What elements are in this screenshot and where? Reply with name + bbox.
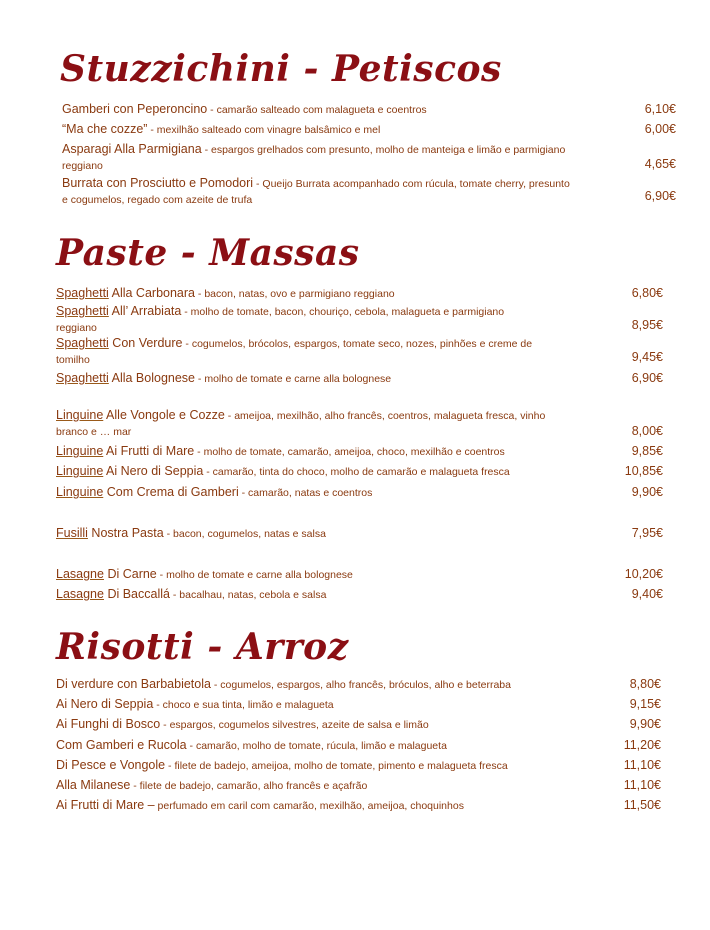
menu-item-price: 10,85€	[624, 464, 663, 478]
menu-item-price: 7,95€	[631, 526, 663, 540]
menu-item-price: 11,20€	[623, 738, 661, 752]
menu-item-price: 10,20€	[624, 567, 663, 581]
menu-item-name-desc: Burrata con Prosciutto e Pomodori - Queijo Burrata acompanhado com rúcula, tomate cherry, presunto e cogumelos, regado com azeite de trufa	[62, 176, 570, 206]
menu-item-price: 9,45€	[631, 350, 663, 364]
menu-item-price: 9,90€	[631, 485, 663, 499]
menu-item-price: 11,10€	[623, 758, 661, 772]
menu-item-name-desc: Spaghetti Alla Carbonara - bacon, natas, ovo e parmigiano reggiano	[56, 286, 395, 300]
menu-item-price: 6,80€	[631, 286, 663, 300]
menu-item-name-desc: Lasagne Di Carne - molho de tomate e carne alla bolognese	[56, 567, 353, 581]
menu-item-name-desc: Com Gamberi e Rucola - camarão, molho de tomate, rúcula, limão e malagueta	[56, 738, 447, 752]
menu-item-name-desc: Fusilli Nostra Pasta - bacon, cogumelos, natas e salsa	[56, 526, 326, 540]
menu-item-price: 11,50€	[623, 798, 661, 812]
menu-item-name-desc: Lasagne Di Baccallá - bacalhau, natas, cebola e salsa	[56, 587, 327, 601]
menu-item-price: 6,90€	[631, 371, 663, 385]
menu-item-price: 6,90€	[644, 189, 676, 203]
menu-item-name-desc: Gamberi con Peperoncino - camarão salteado com malagueta e coentros	[62, 102, 427, 116]
menu-item-price: 11,10€	[623, 778, 661, 792]
menu-item-price: 9,90€	[629, 717, 661, 731]
menu-item-name-desc: Di verdure con Barbabietola - cogumelos, espargos, alho francês, bróculos, alho e beterraba	[56, 677, 511, 691]
menu-item-name-desc: Linguine Alle Vongole e Cozze - ameijoa, mexilhão, alho francês, coentros, malagueta fresca, vinho branco e … mar	[56, 408, 546, 438]
menu-item-name-desc: “Ma che cozze” - mexilhão salteado com vinagre balsâmico e mel	[62, 122, 381, 136]
menu-item-name-desc: Ai Nero di Seppia - choco e sua tinta, limão e malagueta	[56, 697, 334, 711]
menu-item-name-desc: Linguine Ai Nero di Seppia - camarão, tinta do choco, molho de camarão e malagueta fresca	[56, 464, 510, 478]
menu-item-name-desc: Linguine Ai Frutti di Mare - molho de tomate, camarão, ameijoa, choco, mexilhão e coentros	[56, 444, 505, 458]
menu-item-price: 8,95€	[631, 318, 663, 332]
menu-item-price: 9,15€	[629, 697, 661, 711]
menu-item-price: 4,65€	[644, 157, 676, 171]
menu-item-price: 9,85€	[631, 444, 663, 458]
menu-item-name-desc: Linguine Com Crema di Gamberi - camarão, natas e coentros	[56, 485, 373, 499]
section-title-petiscos: Stuzzichini - Petiscos	[60, 48, 502, 90]
menu-item-price: 8,00€	[631, 424, 663, 438]
menu-item-name-desc: Alla Milanese - filete de badejo, camarão, alho francês e açafrão	[56, 778, 368, 792]
menu-item-price: 6,10€	[644, 102, 676, 116]
section-title-massas: Paste - Massas	[56, 232, 360, 274]
menu-item-name-desc: Di Pesce e Vongole - filete de badejo, ameijoa, molho de tomate, pimento e malagueta fresca	[56, 758, 508, 772]
menu-item-name-desc: Asparagi Alla Parmigiana - espargos grelhados com presunto, molho de manteiga e limão e parmigiano reggiano	[62, 142, 566, 172]
menu-item-price: 8,80€	[629, 677, 661, 691]
menu-item-name-desc: Ai Frutti di Mare – perfumado em caril com camarão, mexilhão, ameijoa, choquinhos	[56, 798, 464, 812]
menu-item-name-desc: Ai Funghi di Bosco - espargos, cogumelos silvestres, azeite de salsa e limão	[56, 717, 429, 731]
menu-item-price: 6,00€	[644, 122, 676, 136]
section-title-arroz: Risotti - Arroz	[56, 626, 349, 668]
menu-item-name-desc: Spaghetti Con Verdure - cogumelos, brócolos, espargos, tomate seco, nozes, pinhões e creme de tomilho	[56, 336, 533, 366]
menu-item-price: 9,40€	[631, 587, 663, 601]
menu-item-name-desc: Spaghetti Alla Bolognese - molho de tomate e carne alla bolognese	[56, 371, 392, 385]
menu-item-name-desc: Spaghetti All’ Arrabiata - molho de tomate, bacon, chouriço, cebola, malagueta e parmigiano reggiano	[56, 304, 505, 334]
